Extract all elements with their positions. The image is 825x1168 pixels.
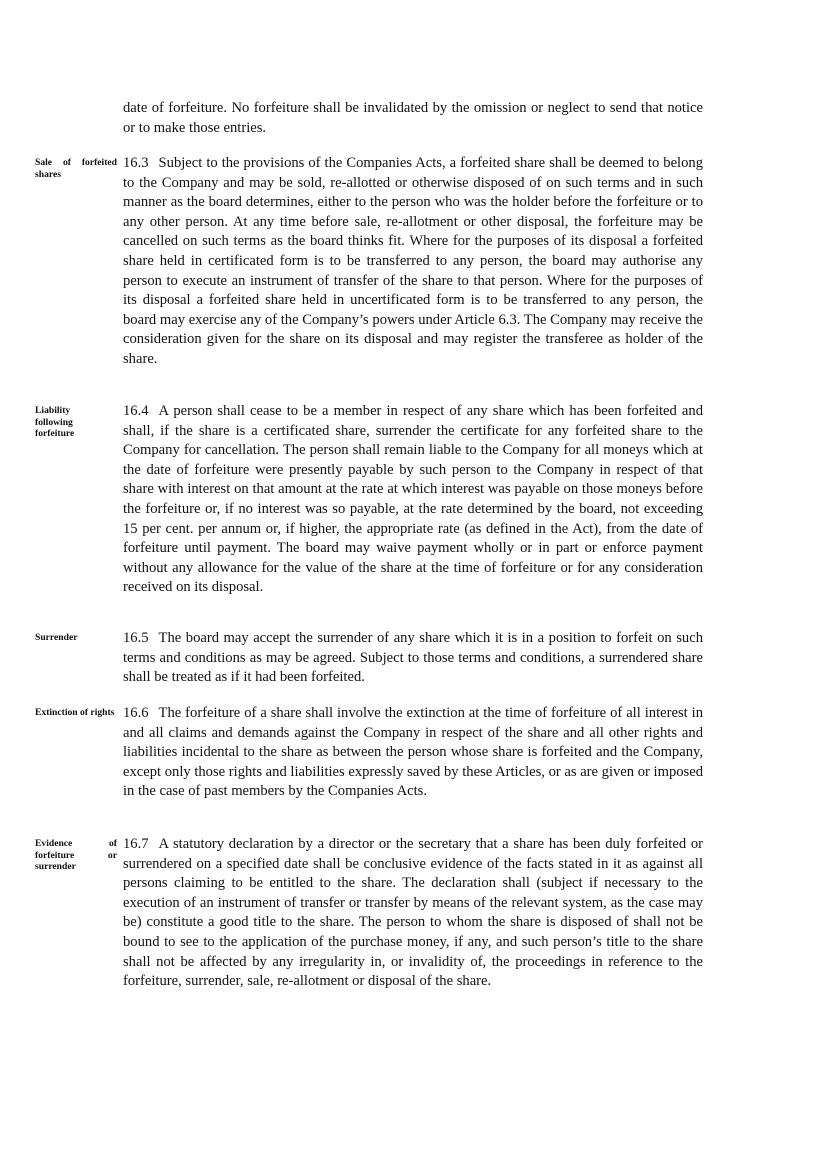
- clause-16-3: [123, 154, 703, 370]
- clause-16-7: [123, 835, 703, 992]
- clause-16-6: [123, 704, 703, 802]
- clause-number: 16.4: [123, 403, 149, 419]
- clause-16-4: [123, 402, 703, 598]
- clause-text: The board may accept the surrender of any share which it is in a position to forfeit on such terms and conditions as may be agreed. Subject to those terms and conditions, a surrendered share shall be treated as if it had been forfeited.: [123, 630, 703, 686]
- clause-text: A statutory declaration by a director or the secretary that a share has been duly forfeited or surrendered on a specified date shall be conclusive evidence of the facts stated in it as against all persons claiming to be entitled to the share. The declaration shall (subject if necessary to the execution of an instrument of transfer or transfer by means of the relevant system, as the case may be) constitute a good title to the share. The person to whom the share is disposed of shall not be bound to see to the application of the purchase money, if any, and such person’s title to the share shall not be affected by any irregularity in, or invalidity of, the proceedings in reference to the forfeiture, surrender, sale, re-allotment or disposal of the share.: [123, 836, 703, 990]
- margin-note-liability-following-forfeiture: Liability following forfeiture: [35, 405, 75, 439]
- clause-number: 16.3: [123, 155, 149, 171]
- margin-note-evidence-of-forfeiture-or-surrender: Evidence of forfeiture or surrender: [35, 838, 117, 872]
- clause-number: 16.5: [123, 630, 149, 646]
- margin-note-surrender: Surrender: [35, 632, 78, 643]
- intro-paragraph: date of forfeiture. No forfeiture shall be invalidated by the omission or neglect to send that notice or to make those entries.: [123, 100, 703, 136]
- clause-text: Subject to the provisions of the Companies Acts, a forfeited share shall be deemed to belong to the Company and may be sold, re-allotted or otherwise disposed of on such terms and in such manner as the board determines, either to the person who was the holder before the forfeiture or to any other person. At any time before sale, re-allotment or other disposal, the forfeiture may be cancelled on such terms as the board thinks fit. Where for the purposes of its disposal a forfeited share held in certificated form is to be transferred to any person, the board may authorise any person to execute an instrument of transfer of the share to that person. Where for the purposes of its disposal a forfeited share held in uncertificated form is to be transferred to any person, the board may exercise any of the Company’s powers under Article 6.3. The Company may receive the consideration given for the share on its disposal and may register the transferee as holder of the share.: [123, 155, 703, 367]
- margin-note-sale-of-forfeited-shares: Sale of forfeited shares: [35, 157, 117, 180]
- clause-number: 16.7: [123, 836, 149, 852]
- margin-note-extinction-of-rights: Extinction of rights: [35, 707, 115, 718]
- clause-number: 16.6: [123, 705, 149, 721]
- clause-text: A person shall cease to be a member in respect of any share which has been forfeited and shall, if the share is a certificated share, surrender the certificate for any forfeited share to the Company for cancellation. The person shall remain liable to the Company for all moneys which at the date of forfeiture were presently payable by such person to the Company in respect of that share with interest on that amount at the rate at which interest was payable on those moneys before the forfeiture or, if no interest was so payable, at the rate determined by the board, not exceeding 15 per cent. per annum or, if higher, the appropriate rate (as defined in the Act), from the date of forfeiture until payment. The board may waive payment wholly or in part or enforce payment without any allowance for the value of the share at the time of forfeiture or for any consideration received on its disposal.: [123, 403, 703, 596]
- clause-text: The forfeiture of a share shall involve the extinction at the time of forfeiture of all interest in and all claims and demands against the Company in respect of the share and all other rights and liabilities incidental to the share as between the person whose share is forfeited and the Company, except only those rights and liabilities expressly saved by these Articles, or as are given or imposed in the case of past members by the Companies Acts.: [123, 705, 703, 800]
- clause-16-5: [123, 629, 703, 688]
